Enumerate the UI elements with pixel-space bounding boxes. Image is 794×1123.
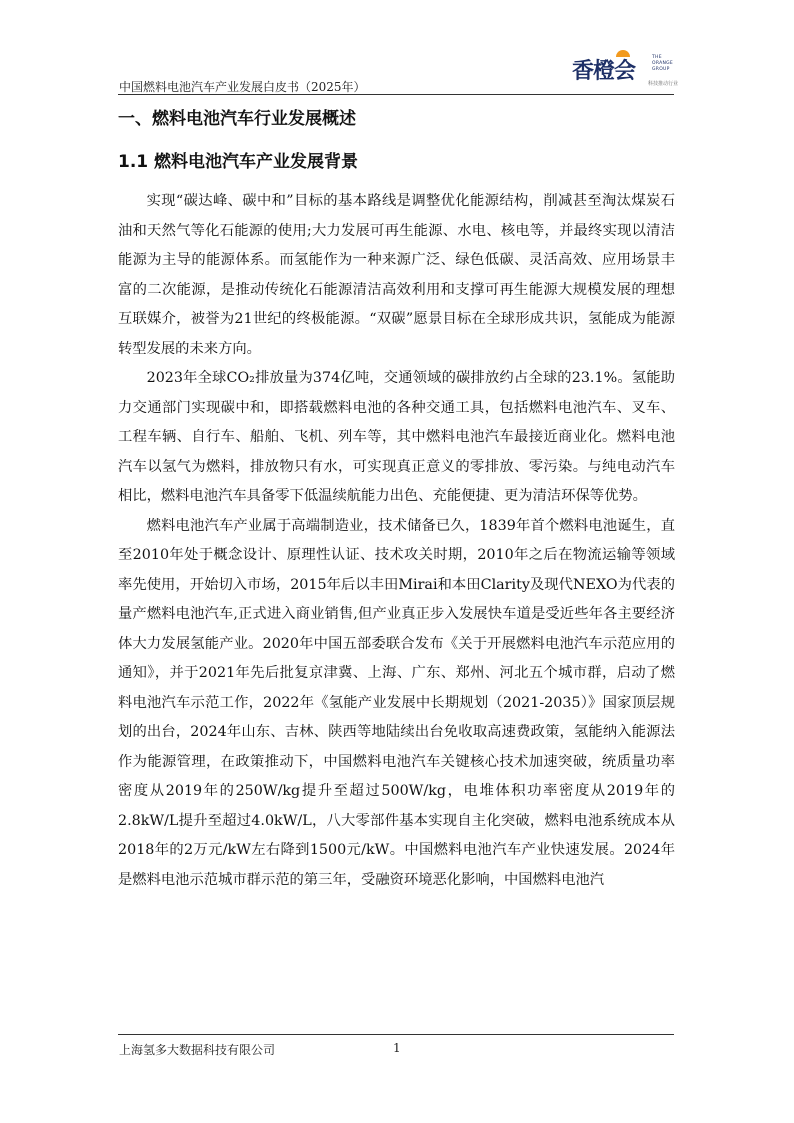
paragraph: 燃料电池汽车产业属于高端制造业，技术储备已久，1839年首个燃料电池诞生，直至2010年处于概念设计、原理性认证、技术攻关时期，2010年之后在物流运输等领域率先使用，开始切入市场，2015年后以丰田Mirai和本田Clarity及现代NEXO为代表的量产燃料电池汽车,正式进入商业销售,但产业真正步入发展快车道是受近些年各主要经济体大力发展氢能产业。2020年中国五部委联合发布《关于开展燃料电池汽车示范应用的通知》，并于2021年先后批复京津冀、上海、广东、郑州、河北五个城市群，启动了燃料电池汽车示范工作，2022年《氢能产业发展中长期规划（2021-2035）》国家顶层规划的出台，2024年山东、吉林、陕西等地陆续出台免收取高速费政策，氢能纳入能源法作为能源管理，在政策推动下，中国燃料电池汽车关键核心技术加速突破，统质量功率密度从2019年的250W/kg提升至超过500W/kg，电堆体积功率密度从2019年的2.8kW/L提升至超过4.0kW/L，八大零部件基本实现自主化突破，燃料电池系统成本从2018年的2万元/kW左右降到1500元/kW。中国燃料电池汽车产业快速发展。2024年是燃料电池示范城市群示范的第三年，受融资环境恶化影响，中国燃料电池汽 <box>118 517 675 888</box>
section-heading: 一、燃料电池汽车行业发展概述 <box>118 109 356 129</box>
logo-tagline: 科技推动行业 <box>648 81 679 87</box>
paragraph: 实现“碳达峰、碳中和”目标的基本路线是调整优化能源结构，削减甚至淘汰煤炭石油和天然气等化石能源的使用;大力发展可再生能源、水电、核电等，并最终实现以清洁能源为主导的能源体系。而氢能作为一种来源广泛、绿色低碳、灵活高效、应用场景丰富的二次能源，是推动传统化石能源清洁高效利用和支撑可再生能源大规模发展的理想互联媒介，被誉为21世纪的终极能源。“双碳”愿景目标在全球形成共识，氢能成为能源转型发展的未来方向。 <box>118 193 675 357</box>
page-number: 1 <box>393 1041 401 1055</box>
body-text <box>118 187 675 895</box>
subsection-heading: 1.1 燃料电池汽车产业发展背景 <box>118 152 359 172</box>
logo-wordmark: 香橙会 <box>572 59 636 84</box>
brand-logo <box>572 52 679 88</box>
footer-company: 上海氢多大数据科技有限公司 <box>119 1043 276 1057</box>
footer-divider <box>118 1034 674 1035</box>
header-divider <box>118 94 674 95</box>
paragraph: 2023年全球CO₂排放量为374亿吨，交通领域的碳排放约占全球的23.1%。氢能助力交通部门实现碳中和，即搭载燃料电池的各种交通工具，包括燃料电池汽车、叉车、工程车辆、自行车、船舶、飞机、列车等，其中燃料电池汽车最接近商业化。燃料电池汽车以氢气为燃料，排放物只有水，可实现真正意义的零排放、零污染。与纯电动汽车相比，燃料电池汽车具备零下低温续航能力出色、充能便捷、更为清洁环保等优势。 <box>118 370 675 504</box>
header-title: 中国燃料电池汽车产业发展白皮书（2025年） <box>119 80 366 94</box>
logo-english-text: THE ORANGE GROUP <box>652 55 674 72</box>
